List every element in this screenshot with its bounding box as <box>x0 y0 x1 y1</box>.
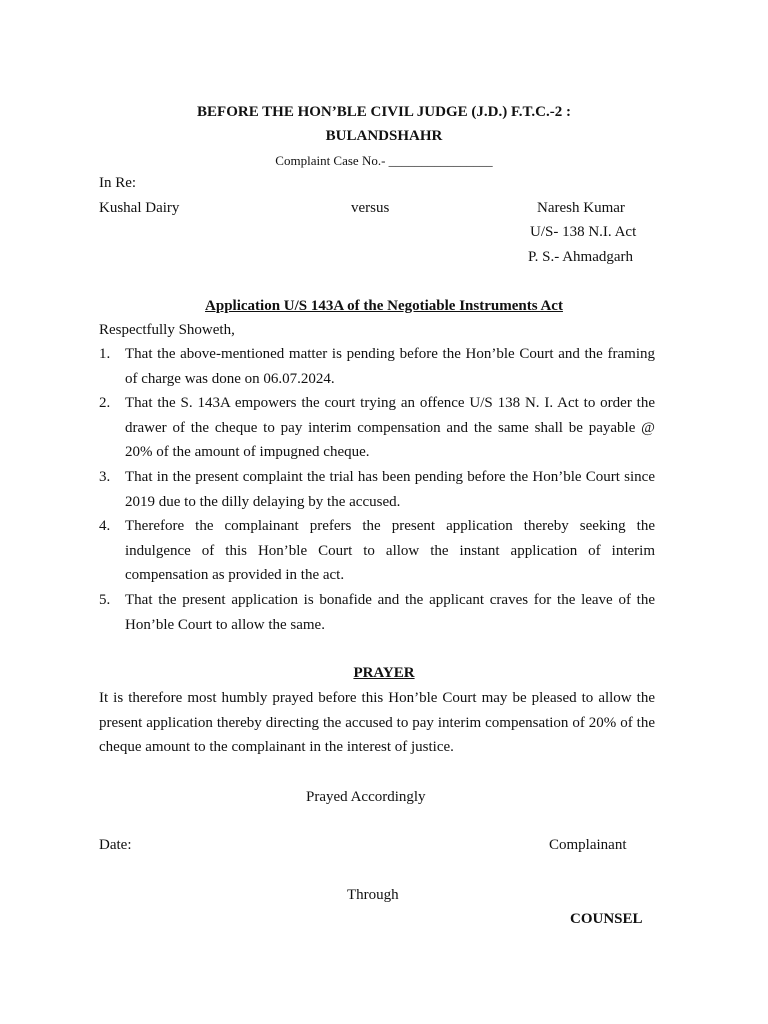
list-item <box>99 588 655 637</box>
list-item <box>99 465 655 514</box>
prayer-heading: PRAYER <box>353 665 415 681</box>
salutation: Respectfully Showeth, <box>99 322 235 338</box>
court-heading-line1: BEFORE THE HON’BLE CIVIL JUDGE (J.D.) F.T.C.-2 : <box>197 104 571 120</box>
accused-name: Naresh Kumar <box>537 200 625 216</box>
case-number: Complaint Case No.- ________________ <box>275 153 493 168</box>
section-label: U/S- 138 N.I. Act <box>530 224 637 240</box>
complainant-signature-label: Complainant <box>549 837 627 853</box>
list-item-text: That the present application is bonafide and the applicant craves for the leave of the Hon’ble Court to allow the same. <box>125 592 655 633</box>
list-item-text: Therefore the complainant prefers the present application thereby seeking the indulgence of this Hon’ble Court to allow the instant application of interim compensation as provided in the act. <box>125 518 655 583</box>
list-item-number: 2. <box>99 395 111 411</box>
date-label: Date: <box>99 837 132 853</box>
complainant-name: Kushal Dairy <box>99 200 180 216</box>
court-heading-line2: BULANDSHAHR <box>325 128 443 144</box>
list-item <box>99 342 655 391</box>
list-item-number: 5. <box>99 592 111 608</box>
prayer-text: It is therefore most humbly prayed before this Hon’ble Court may be pleased to allow the present application thereby directing the accused to pay interim compensation of 20% of the cheque amount to the complainant in the interest of justice. <box>99 690 655 755</box>
list-item-text: That in the present complaint the trial has been pending before the Hon’ble Court since 2019 due to the dilly delaying by the accused. <box>125 469 655 510</box>
application-title: Application U/S 143A of the Negotiable Instruments Act <box>205 298 563 314</box>
list-item-number: 1. <box>99 346 111 362</box>
versus-label: versus <box>351 200 390 216</box>
counsel-label: COUNSEL <box>570 911 643 927</box>
list-item <box>99 514 655 588</box>
police-station-label: P. S.- Ahmadgarh <box>528 249 633 265</box>
list-item <box>99 391 655 465</box>
list-item-number: 4. <box>99 518 111 534</box>
list-item-text: That the above-mentioned matter is pending before the Hon’ble Court and the framing of charge was done on 06.07.2024. <box>125 346 655 387</box>
prayed-accordingly: Prayed Accordingly <box>306 789 426 805</box>
list-item-number: 3. <box>99 469 111 485</box>
through-label: Through <box>347 887 399 903</box>
list-item-text: That the S. 143A empowers the court trying an offence U/S 138 N. I. Act to order the drawer of the cheque to pay interim compensation and the same shall be payable @ 20% of the amount of impugned cheque. <box>125 395 655 460</box>
in-re-label: In Re: <box>99 175 137 191</box>
